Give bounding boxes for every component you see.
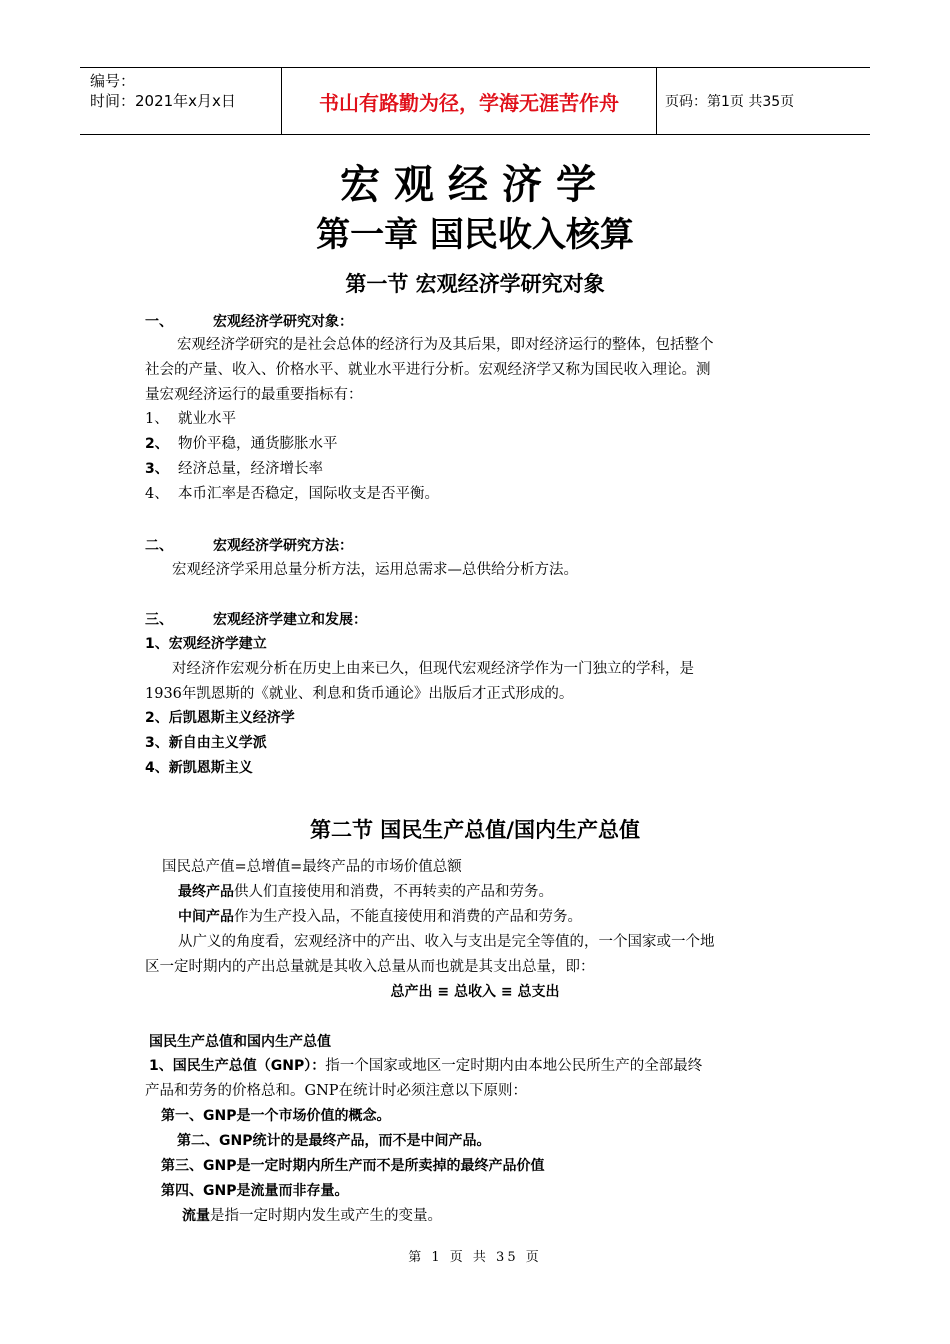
- list-item: 1、 就业水平: [145, 411, 236, 427]
- paragraph-3-line-1: 对经济作宏观分析在历史上由来已久，但现代宏观经济学作为一门独立的学科，是: [172, 661, 694, 677]
- paragraph-1-line-3: 量宏观经济运行的最重要指标有：: [145, 387, 363, 403]
- subsection-title: 国民生产总值和国内生产总值: [149, 1034, 331, 1050]
- paragraph-3-line-2: 1936年凯恩斯的《就业、利息和货币通论》出版后才正式形成的。: [145, 686, 574, 702]
- subheading-2: 2、后凯恩斯主义经济学: [145, 710, 295, 726]
- paragraph-4-line-2: 区一定时期内的产出总量就是其收入总量从而也就是其支出总量，即：: [145, 959, 595, 975]
- heading-1: 一、 宏观经济学研究对象：: [145, 314, 353, 330]
- gnp-line-2: 产品和劳务的价格总和。GNP在统计时必须注意以下原则：: [145, 1083, 528, 1099]
- paragraph-1-line-2: 社会的产量、收入、价格水平、就业水平进行分析。宏观经济学又称为国民收入理论。测: [145, 362, 711, 378]
- document-title: 宏观经济学: [340, 162, 610, 208]
- time-label: 时间：2021年x月x日: [90, 92, 236, 110]
- section1-title: 第一节 宏观经济学研究对象: [345, 272, 605, 296]
- principle-2: 第二、GNP统计的是最终产品，而不是中间产品。: [177, 1133, 491, 1149]
- gnp-line-1: 1、国民生产总值（GNP）：指一个国家或地区一定时期内由本地公民所生产的全部最终: [149, 1058, 703, 1074]
- page-header: [80, 67, 870, 135]
- flow-definition: 流量是指一定时期内发生或产生的变量。: [182, 1208, 442, 1224]
- section2-title: 第二节 国民生产总值/国内生产总值: [310, 818, 640, 842]
- code-label: 编号：: [90, 72, 136, 90]
- paragraph-1-line-1: 宏观经济学研究的是社会总体的经济行为及其后果，即对经济运行的整体，包括整个: [177, 337, 714, 353]
- header-page-info: 页码：第1页 共35页: [665, 94, 795, 110]
- principle-4: 第四、GNP是流量而非存量。: [161, 1183, 349, 1199]
- equation: 总产出 ≡ 总收入 ≡ 总支出: [390, 984, 560, 1000]
- list-item: 4、 本币汇率是否稳定，国际收支是否平衡。: [145, 486, 439, 502]
- intermediate-product-line: 中间产品作为生产投入品，不能直接使用和消费的产品和劳务。: [178, 909, 582, 925]
- paragraph-2: 宏观经济学采用总量分析方法，运用总需求—总供给分析方法。: [172, 562, 578, 578]
- header-meta: [80, 68, 282, 134]
- list-item: 2、 物价平稳，通货膨胀水平: [145, 436, 338, 452]
- header-motto: 书山有路勤为径，学海无涯苦作舟: [282, 68, 657, 134]
- principle-1: 第一、GNP是一个市场价值的概念。: [161, 1108, 391, 1124]
- page-footer: 第 1 页 共 35 页: [408, 1250, 542, 1265]
- final-product-line: 最终产品供人们直接使用和消费，不再转卖的产品和劳务。: [178, 884, 553, 900]
- subheading-3: 3、新自由主义学派: [145, 735, 267, 751]
- list-item: 3、 经济总量，经济增长率: [145, 461, 323, 477]
- subheading-1: 1、宏观经济学建立: [145, 636, 267, 652]
- principle-3: 第三、GNP是一定时期内所生产而不是所卖掉的最终产品价值: [161, 1158, 545, 1174]
- paragraph-4-line-1: 从广义的角度看，宏观经济中的产出、收入与支出是完全等值的，一个国家或一个地: [178, 934, 715, 950]
- heading-3: 三、 宏观经济学建立和发展：: [145, 612, 367, 628]
- subheading-4: 4、新凯恩斯主义: [145, 760, 253, 776]
- gnp-definition-line: 国民总产值=总增值=最终产品的市场价值总额: [162, 859, 462, 875]
- heading-2: 二、 宏观经济学研究方法：: [145, 538, 353, 554]
- chapter-title: 第一章 国民收入核算: [316, 215, 634, 255]
